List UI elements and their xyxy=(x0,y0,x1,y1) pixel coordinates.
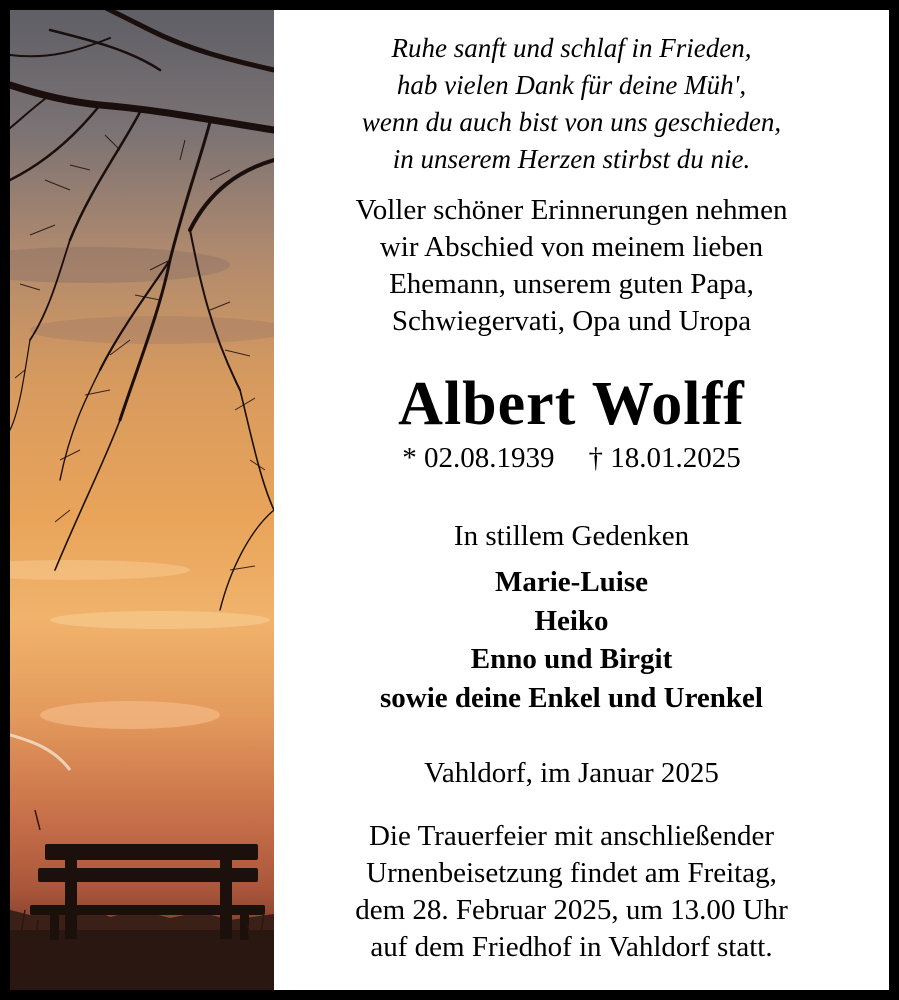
obituary-text-panel xyxy=(274,10,889,990)
birth-date: * 02.08.1939 xyxy=(402,442,555,474)
service-line: Die Trauerfeier mit anschließender xyxy=(368,820,775,852)
intro-line: Schwiegervati, Opa und Uropa xyxy=(391,305,752,337)
service-line: dem 28. Februar 2025, um 13.00 Uhr xyxy=(355,894,788,926)
memory-heading: In stillem Gedenken xyxy=(453,520,690,552)
poem-line: wenn du auch bist von uns geschieden, xyxy=(361,107,782,137)
death-date: † 18.01.2025 xyxy=(588,442,741,474)
mourner-name: Enno und Birgit xyxy=(470,643,673,675)
sunset-bench-tree-icon xyxy=(10,10,274,990)
funeral-service-info xyxy=(274,818,869,966)
mourner-name: Heiko xyxy=(534,604,609,637)
memorial-poem xyxy=(274,30,869,178)
mourner-name: sowie deine Enkel und Urenkel xyxy=(380,681,763,714)
place-and-date: Vahldorf, im Januar 2025 xyxy=(424,757,719,789)
poem-line: in unserem Herzen stirbst du nie. xyxy=(392,144,751,174)
mourners-list xyxy=(274,563,869,717)
service-line: Urnenbeisetzung findet am Freitag, xyxy=(366,857,777,889)
poem-line: hab vielen Dank für deine Müh', xyxy=(396,70,747,100)
life-dates xyxy=(274,440,869,476)
intro-line: wir Abschied von meinem lieben xyxy=(379,231,764,263)
mourner-name: Marie-Luise xyxy=(494,566,648,598)
intro-line: Voller schöner Erinnerungen nehmen xyxy=(355,194,788,226)
poem-line: Ruhe sanft und schlaf in Frieden, xyxy=(391,33,752,63)
deceased-name: Albert Wolff xyxy=(398,370,745,438)
farewell-intro xyxy=(274,192,869,340)
intro-line: Ehemann, unserem guten Papa, xyxy=(389,268,754,300)
service-line: auf dem Friedhof in Vahldorf statt. xyxy=(370,931,773,963)
